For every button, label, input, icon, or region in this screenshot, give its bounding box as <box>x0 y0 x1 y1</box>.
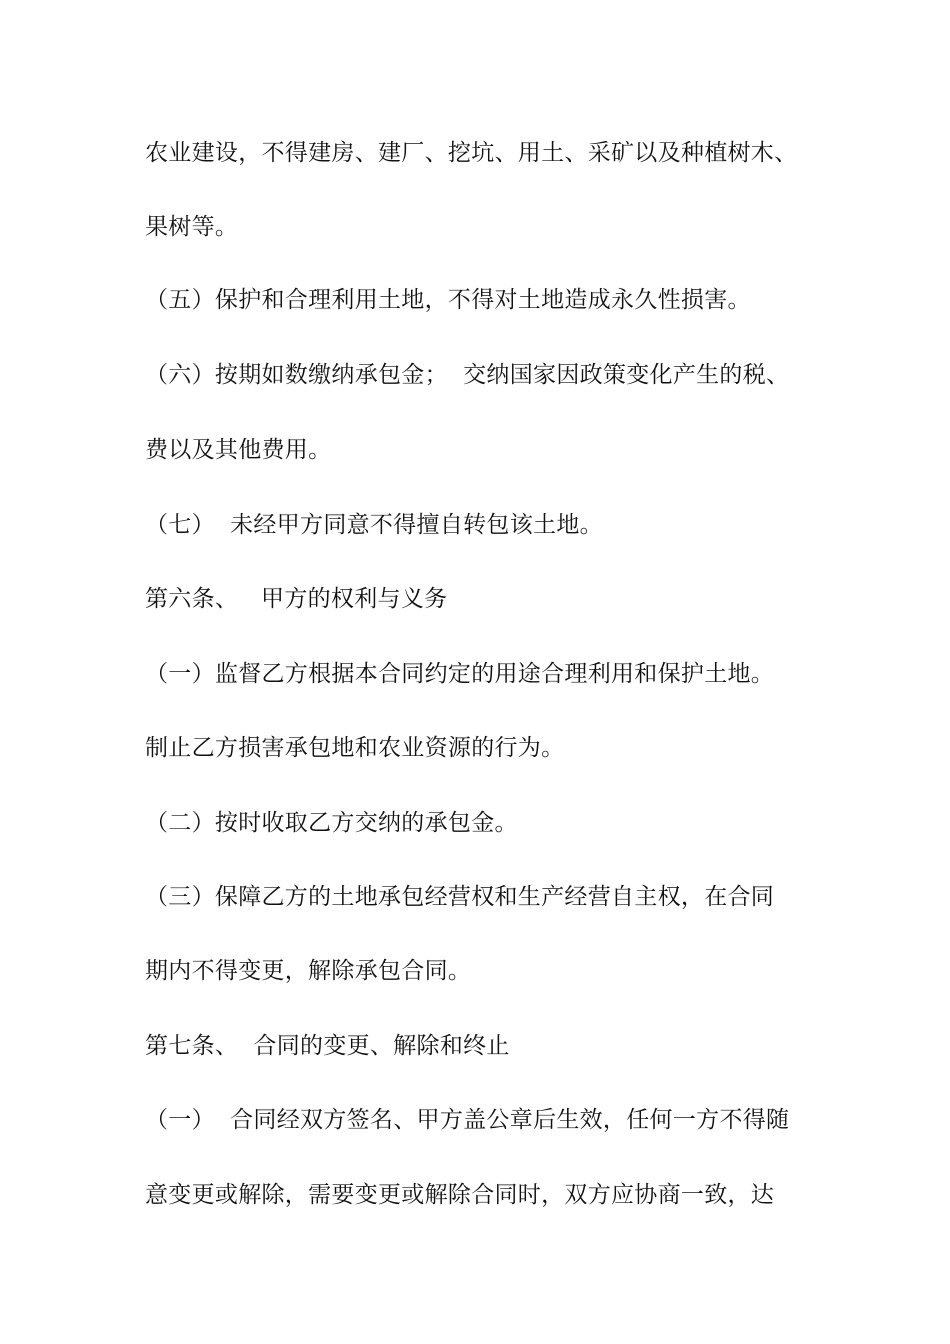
text-line: （七） 未经甲方同意不得擅自转包该土地。 <box>145 512 603 538</box>
section-heading: 第六条、 甲方的权利与义务 <box>145 586 448 612</box>
section-heading: 第七条、 合同的变更、解除和终止 <box>145 1033 510 1059</box>
text-line: 费以及其他费用。 <box>145 437 332 463</box>
text-line: （六）按期如数缴纳承包金； 交纳国家因政策变化产生的税、 <box>145 362 790 388</box>
text-line: （五）保护和合理利用土地，不得对土地造成永久性损害。 <box>145 287 751 313</box>
text-line: 农业建设，不得建房、建厂、挖坑、用土、采矿以及种植树木、 <box>145 140 798 166</box>
text-line: （三）保障乙方的土地承包经营权和生产经营自主权，在合同 <box>145 884 775 910</box>
text-line: （二）按时收取乙方交纳的承包金。 <box>145 810 518 836</box>
text-line: （一） 合同经双方签名、甲方盖公章后生效，任何一方不得随 <box>145 1107 790 1133</box>
text-line: 果树等。 <box>145 214 239 240</box>
text-line: 期内不得变更，解除承包合同。 <box>145 958 472 984</box>
text-line: （一）监督乙方根据本合同约定的用途合理利用和保护土地。 <box>145 661 775 687</box>
text-line: 制止乙方损害承包地和农业资源的行为。 <box>145 735 565 761</box>
text-line: 意变更或解除，需要变更或解除合同时，双方应协商一致，达 <box>145 1182 775 1208</box>
